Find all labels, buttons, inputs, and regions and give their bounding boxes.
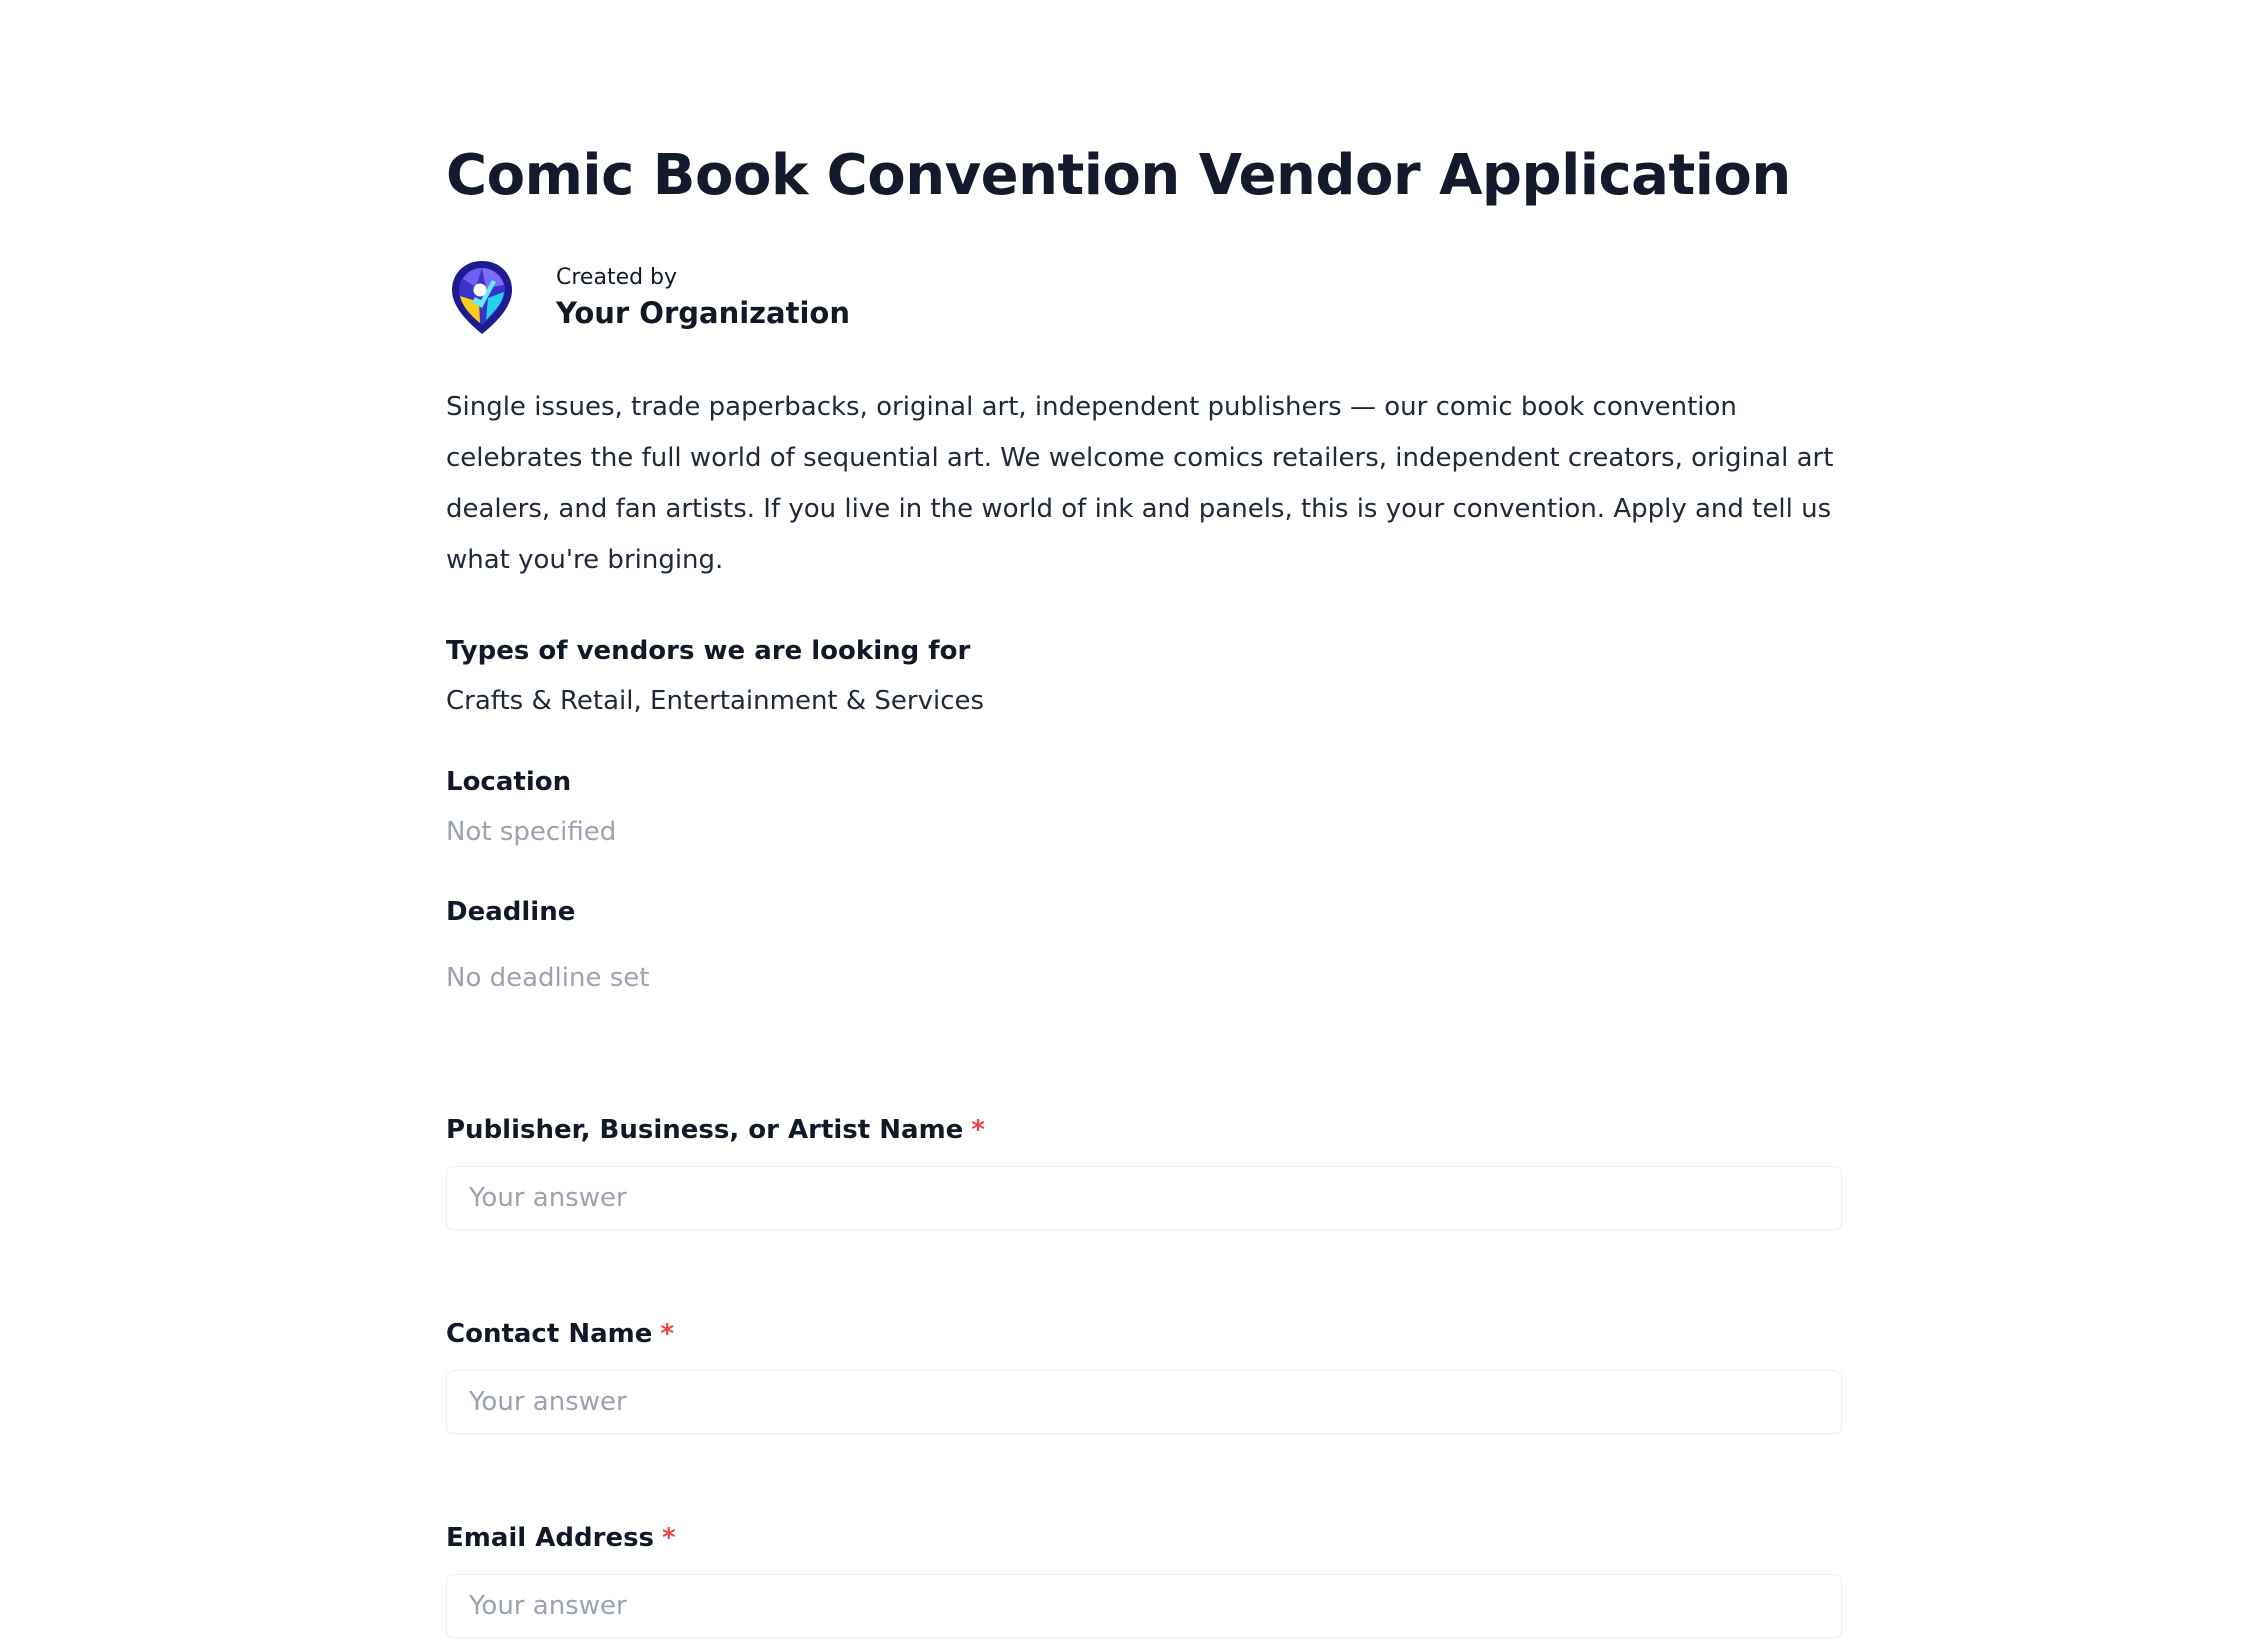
deadline-value: No deadline set <box>446 963 650 993</box>
required-asterisk: * <box>660 1319 674 1349</box>
created-by-label: Created by <box>556 265 678 290</box>
organization-text <box>556 263 850 333</box>
required-asterisk: * <box>662 1523 676 1553</box>
location-value: Not specified <box>446 817 617 847</box>
vendor-types-label: Types of vendors we are looking for <box>446 636 971 666</box>
publisher-name-label <box>446 1112 985 1148</box>
publisher-name-input[interactable] <box>446 1166 1842 1230</box>
email-address-input[interactable] <box>446 1574 1842 1638</box>
required-asterisk: * <box>971 1115 985 1145</box>
contact-name-label-text: Contact Name <box>446 1319 653 1349</box>
email-address-label-text: Email Address <box>446 1523 655 1553</box>
form-description: Single issues, trade paperbacks, original art, independent publishers — our comic book convention celebrates the full world of sequential art. We welcome comics retailers, independent creators, original art dealers, and fan artists. If you live in the world of ink and panels, this is your convention. Apply and tell us what you're bringing. <box>446 392 1834 575</box>
contact-name-input[interactable] <box>446 1370 1842 1434</box>
map-pin-logo-icon <box>446 258 518 338</box>
organization-name: Your Organization <box>556 296 850 330</box>
deadline-label: Deadline <box>446 897 576 927</box>
form-title: Comic Book Convention Vendor Application <box>446 143 1791 208</box>
organization-block <box>446 258 850 338</box>
publisher-name-label-text: Publisher, Business, or Artist Name <box>446 1115 964 1145</box>
email-address-label <box>446 1520 676 1556</box>
location-label: Location <box>446 767 572 797</box>
vendor-types-value: Crafts & Retail, Entertainment & Services <box>446 686 985 716</box>
contact-name-label <box>446 1316 674 1352</box>
